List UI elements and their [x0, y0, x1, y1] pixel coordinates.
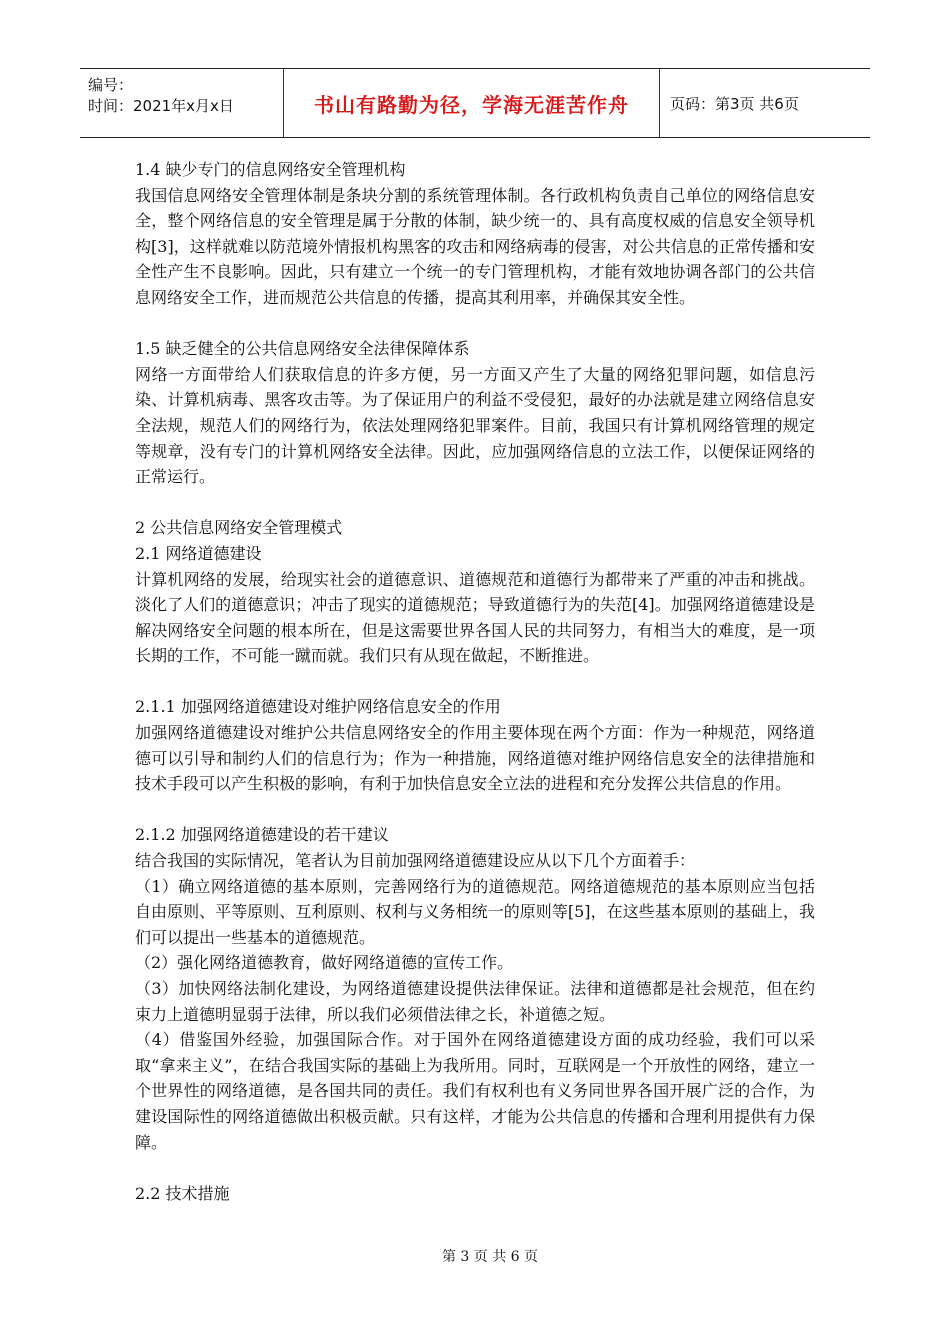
- page-header: [80, 68, 870, 138]
- paragraph: （2）强化网络道德教育，做好网络道德的宣传工作。: [135, 953, 514, 973]
- section-heading: 2.1.1 加强网络道德建设对维护网络信息安全的作用: [135, 697, 501, 717]
- document-body: [135, 157, 815, 1206]
- section-heading: 2.2 技术措施: [135, 1183, 230, 1203]
- paragraph: 加强网络道德建设对维护公共信息网络安全的作用主要体现在两个方面：作为一种规范，网络道德可以引导和制约人们的信息行为；作为一种措施，网络道德对维护网络信息安全的法律措施和技术手段可以产生积极的影响，有利于加快信息安全立法的进程和充分发挥公共信息的作用。: [135, 723, 815, 794]
- section-heading: 2.1.2 加强网络道德建设的若干建议: [135, 825, 389, 845]
- paragraph-gap: [135, 1155, 815, 1181]
- paragraph: 我国信息网络安全管理体制是条块分割的系统管理体制。各行政机构负责自己单位的网络信息安全，整个网络信息的安全管理是属于分散的体制，缺少统一的、具有高度权威的信息安全领导机构[3]，这样就难以防范境外情报机构黑客的攻击和网络病毒的侵害，对公共信息的正常传播和安全性产生不良影响。因此，只有建立一个统一的专门管理机构，才能有效地协调各部门的公共信息网络安全工作，进而规范公共信息的传播，提高其利用率，并确保其安全性。: [135, 185, 815, 307]
- document-number-label: 编号：: [88, 76, 134, 94]
- paragraph: 网络一方面带给人们获取信息的许多方便，另一方面又产生了大量的网络犯罪问题，如信息污染、计算机病毒、黑客攻击等。为了保证用户的利益不受侵犯，最好的办法就是建立网络信息安全法规，规范人们的网络行为，依法处理网络犯罪案件。目前，我国只有计算机网络管理的规定等规章，没有专门的计算机网络安全法律。因此，应加强网络信息的立法工作，以便保证网络的正常运行。: [135, 364, 815, 487]
- paragraph-gap: [135, 797, 815, 823]
- paragraph: 结合我国的实际情况，笔者认为目前加强网络道德建设应从以下几个方面着手：: [135, 851, 696, 871]
- header-motto-cell: [283, 69, 660, 137]
- paragraph-gap: [135, 490, 815, 516]
- paragraph: （4）借鉴国外经验，加强国际合作。对于国外在网络道德建设方面的成功经验，我们可以采取“拿来主义”，在结合我国实际的基础上为我所用。同时，互联网是一个开放性的网络，建立一个世界性的网络道德，是各国共同的责任。我们有权利也有义务同世界各国开展广泛的合作，为建设国际性的网络道德做出积极贡献。只有这样，才能为公共信息的传播和合理利用提供有力保障。: [135, 1030, 815, 1152]
- header-page-number: 页码：第3页 共6页: [670, 94, 799, 113]
- header-page-info: [660, 69, 870, 137]
- section-heading: 1.4 缺少专门的信息网络安全管理机构: [135, 160, 406, 179]
- paragraph: 计算机网络的发展，给现实社会的道德意识、道德规范和道德行为都带来了严重的冲击和挑战。淡化了人们的道德意识；冲击了现实的道德规范；导致道德行为的失范[4]。加强网络道德建设是解决网络安全问题的根本所在，但是这需要世界各国人民的共同努力，有相当大的难度，是一项长期的工作，不可能一蹴而就。我们只有从现在做起，不断推进。: [135, 569, 815, 666]
- header-meta: [80, 69, 283, 137]
- section-heading: 2.1 网络道德建设: [135, 543, 262, 563]
- header-motto: 书山有路勤为径，学海无涯苦作舟: [314, 92, 629, 117]
- footer-page-number: 第 3 页 共 6 页: [441, 1249, 539, 1265]
- paragraph: （1）确立网络道德的基本原则，完善网络行为的道德规范。网络道德规范的基本原则应当包括自由原则、平等原则、互利原则、权利与义务相统一的原则等[5]，在这些基本原则的基础上，我们可以提出一些基本的道德规范。: [135, 876, 815, 947]
- paragraph: （3）加快网络法制化建设，为网络道德建设提供法律保证。法律和道德都是社会规范，但在约束力上道德明显弱于法律，所以我们必须借法律之长，补道德之短。: [135, 979, 815, 1024]
- paragraph-gap: [135, 311, 815, 337]
- page-footer: [0, 1246, 950, 1266]
- document-date-label: 时间：2021年x月x日: [88, 97, 234, 115]
- section-heading: 2 公共信息网络安全管理模式: [135, 518, 343, 538]
- paragraph-gap: [135, 669, 815, 695]
- section-heading: 1.5 缺乏健全的公共信息网络安全法律保障体系: [135, 339, 470, 359]
